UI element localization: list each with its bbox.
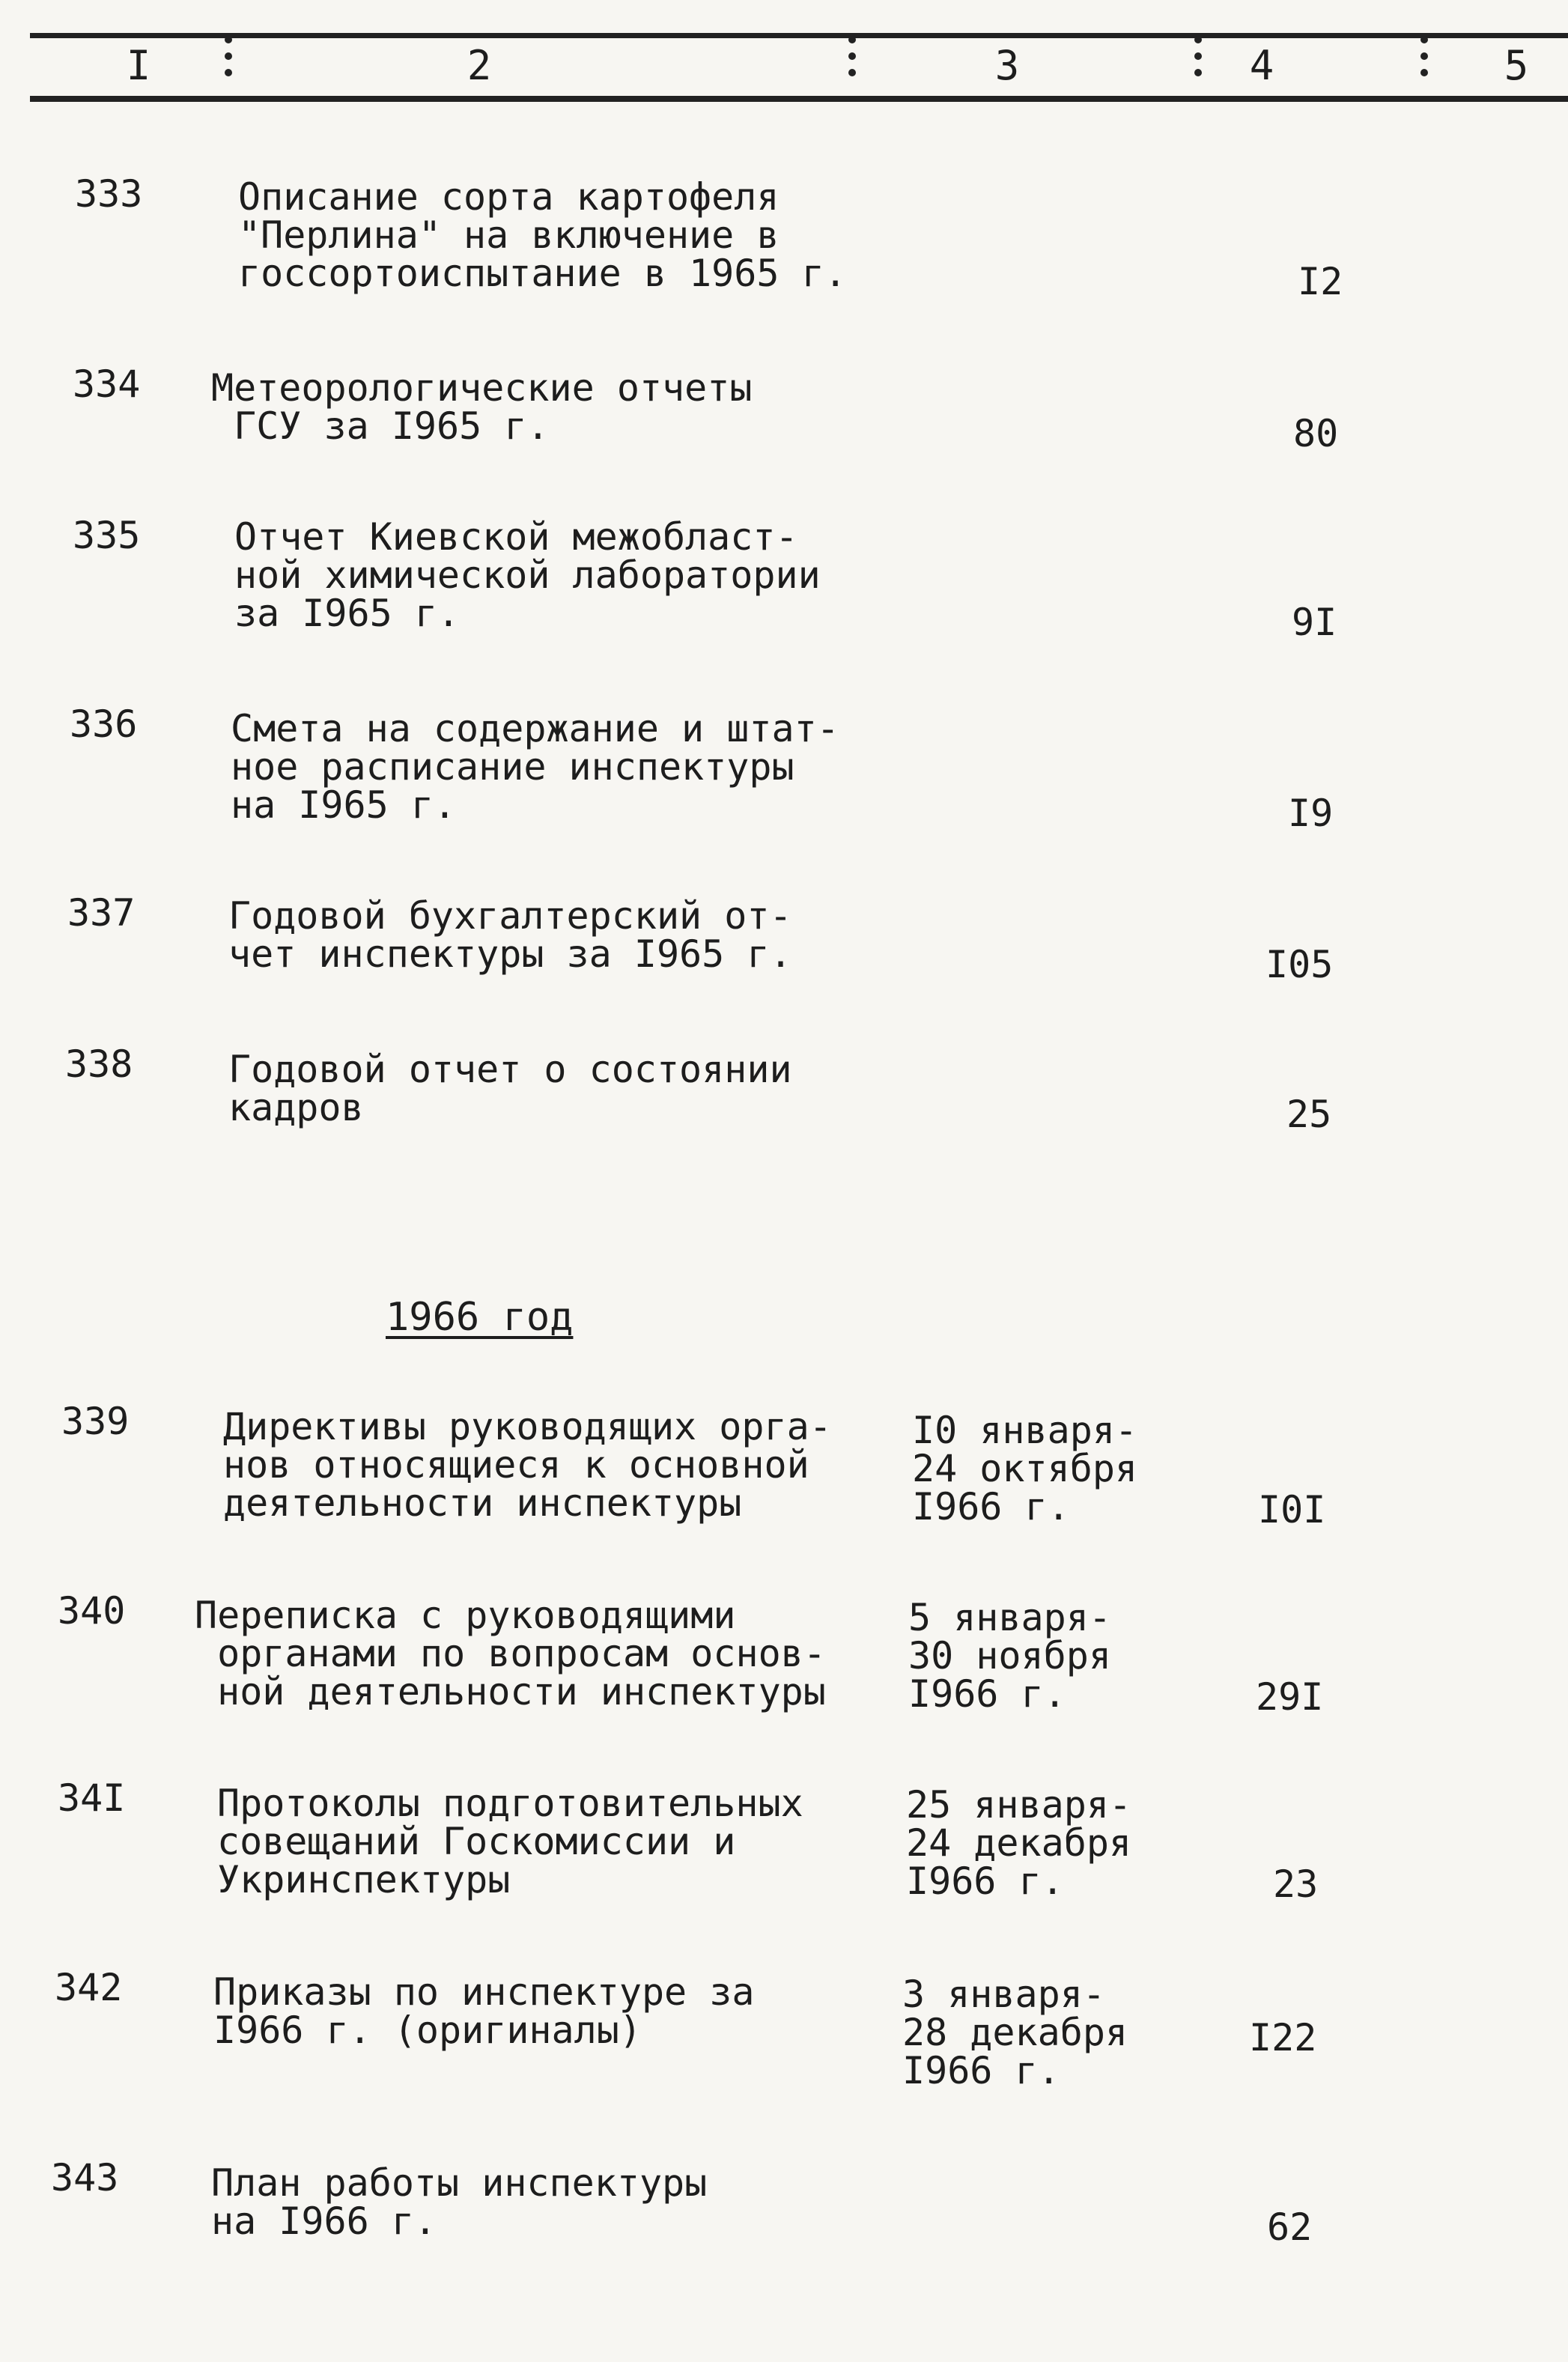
section-heading-1966: 1966 год (386, 1295, 574, 1340)
column-header-5: 5 (1504, 42, 1529, 89)
entry-sheet-count: I2 (1298, 260, 1343, 303)
entry-sheet-count: 29I (1256, 1675, 1324, 1719)
column-separator (1194, 36, 1203, 105)
table-header-bottom-rule (30, 96, 1568, 102)
entry-number: 34I (58, 1776, 126, 1820)
table-header-top-rule (30, 33, 1568, 38)
entry-date-range: 5 января- 30 ноября I966 г. (908, 1596, 1111, 1716)
entry-sheet-count: 80 (1293, 412, 1339, 455)
entry-number: 338 (65, 1042, 133, 1086)
entry-title: Отчет Киевской межобласт- ной химической лаборатории за I965 г. (234, 515, 821, 635)
entry-title: Переписка с руководящими органами по вопросам основ- ной деятельности инспектуры (195, 1594, 826, 1713)
entry-title: Описание сорта картофеля "Перлина" на включение в госсортоиспытание в 1965 г. (238, 175, 847, 295)
entry-number: 336 (70, 702, 138, 746)
column-separator (848, 36, 857, 105)
entry-sheet-count: 25 (1286, 1093, 1332, 1136)
entry-number: 340 (58, 1589, 126, 1633)
entry-number: 339 (61, 1400, 130, 1443)
entry-title: Приказы по инспектуре за I966 г. (оригиналы) (213, 1970, 755, 2052)
column-header-2: 2 (467, 42, 492, 89)
entry-sheet-count: I05 (1265, 943, 1334, 986)
entry-title: Директивы руководящих орга- нов относящиеся к основной деятельности инспектуры (223, 1405, 832, 1525)
entry-number: 337 (67, 891, 136, 935)
entry-number: 335 (73, 514, 141, 557)
entry-sheet-count: 62 (1267, 2205, 1313, 2249)
column-separator (1420, 36, 1429, 105)
entry-number: 333 (75, 172, 143, 216)
entry-date-range: 25 января- 24 декабря I966 г. (906, 1783, 1132, 1903)
entry-title: Метеорологические отчеты ГСУ за I965 г. (211, 366, 753, 448)
column-header-4: 4 (1249, 42, 1274, 89)
entry-number: 342 (55, 1966, 123, 2009)
column-header-3: 3 (994, 42, 1020, 89)
entry-title: Протоколы подготовительных совещаний Госкомиссии и Укринспектуры (217, 1782, 803, 1901)
entry-sheet-count: I9 (1288, 792, 1334, 835)
entry-sheet-count: I22 (1249, 2016, 1317, 2059)
column-header-1: I (126, 42, 151, 89)
entry-title: Годовой отчет о состоянии кадров (228, 1048, 792, 1129)
entry-number: 334 (73, 362, 141, 406)
entry-sheet-count: 9I (1292, 601, 1337, 644)
entry-title: План работы инспектуры на I966 г. (211, 2161, 708, 2243)
entry-number: 343 (51, 2156, 119, 2199)
entry-sheet-count: 23 (1273, 1862, 1319, 1906)
column-separator (225, 36, 234, 105)
entry-title: Смета на содержание и штат- ное расписание инспектуры на I965 г. (231, 707, 839, 827)
entry-date-range: I0 января- 24 октября I966 г. (912, 1409, 1138, 1528)
entry-sheet-count: I0I (1258, 1488, 1326, 1531)
entry-title: Годовой бухгалтерский от- чет инспектуры за I965 г. (228, 894, 792, 976)
entry-date-range: 3 января- 28 декабря I966 г. (902, 1973, 1128, 2092)
